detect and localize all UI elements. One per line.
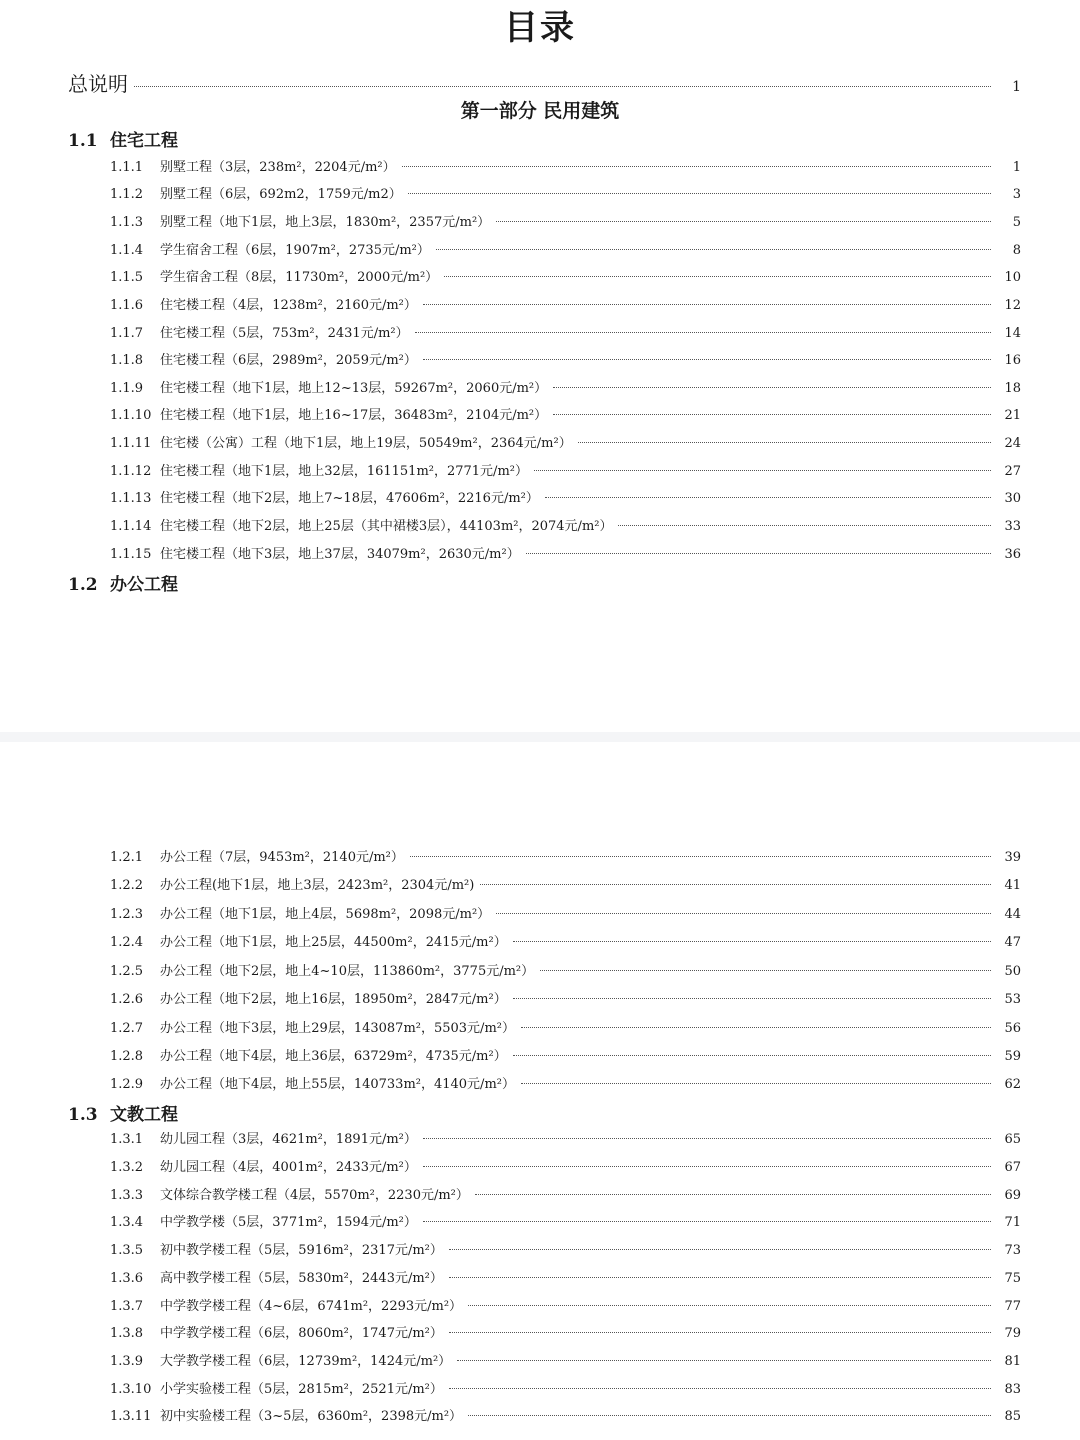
entry-title: 初中实验楼工程（3~5层，6360m²，2398元/m²） [160, 1409, 463, 1424]
entry-number: 1.2.3 [110, 907, 144, 922]
entry-title: 住宅楼工程（地下2层，地上7~18层，47606m²，2216元/m²） [160, 491, 539, 506]
entry-title: 中学教学楼（5层，3771m²，1594元/m²） [160, 1215, 417, 1230]
dot-leader [423, 1138, 991, 1139]
entry-title: 中学教学楼工程（6层，8060m²，1747元/m²） [160, 1326, 443, 1341]
dot-leader [449, 1388, 991, 1389]
dot-leader [545, 497, 991, 498]
entry-number: 1.2.6 [110, 992, 144, 1007]
entry-number: 1.2.4 [110, 935, 144, 950]
dot-leader [444, 276, 991, 277]
section-number: 1.3 [68, 1105, 98, 1125]
toc-entry[interactable] [110, 1017, 1021, 1039]
entry-number: 1.3.6 [110, 1271, 144, 1286]
entry-page: 79 [1004, 1326, 1021, 1341]
entry-page: 62 [1004, 1077, 1021, 1092]
dot-leader [449, 1249, 991, 1250]
entry-page: 44 [1004, 907, 1021, 922]
dot-leader [423, 1221, 991, 1222]
toc-page-2 [0, 742, 1080, 1440]
entry-title: 办公工程（地下1层，地上25层，44500m²，2415元/m²） [160, 935, 507, 950]
toc-entry[interactable] [110, 266, 1021, 288]
section-heading-1-3[interactable] [68, 1100, 178, 1125]
toc-entry[interactable] [110, 1073, 1021, 1095]
entry-page: 30 [1004, 491, 1021, 506]
entry-title: 小学实验楼工程（5层，2815m²，2521元/m²） [160, 1382, 443, 1397]
dot-leader [513, 998, 991, 999]
entry-page: 3 [1012, 187, 1021, 202]
dot-leader [408, 193, 991, 194]
entry-title: 高中教学楼工程（5层，5830m²，2443元/m²） [160, 1271, 443, 1286]
dot-leader [496, 221, 991, 222]
dot-leader [513, 1055, 991, 1056]
entry-number: 1.1.10 [110, 408, 152, 423]
entry-page: 16 [1004, 353, 1021, 368]
toc-entry[interactable] [110, 515, 1021, 537]
entry-number: 1.3.10 [110, 1382, 152, 1397]
dot-leader [134, 86, 991, 87]
dot-leader [468, 1415, 991, 1416]
entry-number: 1.1.15 [110, 547, 152, 562]
entry-number: 1.1.9 [110, 381, 144, 396]
toc-entry[interactable] [110, 183, 1021, 205]
entry-page: 85 [1004, 1409, 1021, 1424]
entry-page: 14 [1004, 326, 1021, 341]
entry-page: 83 [1004, 1382, 1021, 1397]
entry-page: 36 [1004, 547, 1021, 562]
toc-entry[interactable] [110, 543, 1021, 565]
toc-entry[interactable] [110, 1211, 1021, 1233]
toc-entry[interactable] [110, 1045, 1021, 1067]
toc-entry[interactable] [110, 1267, 1021, 1289]
entry-title: 学生宿舍工程（8层，11730m²，2000元/m²） [160, 270, 439, 285]
entry-title: 中学教学楼工程（4~6层，6741m²，2293元/m²） [160, 1299, 463, 1314]
entry-number: 1.3.4 [110, 1215, 144, 1230]
dot-leader [457, 1360, 991, 1361]
dot-leader [553, 387, 991, 388]
dot-leader [480, 884, 991, 885]
entry-number: 1.1.13 [110, 491, 152, 506]
section-title: 办公工程 [110, 575, 178, 595]
entry-title: 文体综合教学楼工程（4层，5570m²，2230元/m²） [160, 1188, 469, 1203]
entry-page: 27 [1004, 464, 1021, 479]
entry-title: 住宅楼工程（地下1层，地上16~17层，36483m²，2104元/m²） [160, 408, 548, 423]
section-number: 1.1 [68, 131, 98, 151]
toc-entry[interactable] [110, 156, 1021, 178]
entry-title: 住宅楼工程（地下3层，地上37层，34079m²，2630元/m²） [160, 547, 520, 562]
toc-entry[interactable] [110, 322, 1021, 344]
entry-title: 住宅楼工程（6层，2989m²，2059元/m²） [160, 353, 417, 368]
entry-title: 办公工程(地下1层，地上3层，2423m²，2304元/m²) [160, 878, 475, 893]
entry-number: 1.3.11 [110, 1409, 152, 1424]
entry-number: 1.1.14 [110, 519, 152, 534]
dot-leader [553, 414, 991, 415]
dot-leader [540, 970, 991, 971]
toc-entry[interactable] [110, 1128, 1021, 1150]
entry-title: 别墅工程（6层，692m2，1759元/m2） [160, 187, 402, 202]
entry-page: 47 [1004, 935, 1021, 950]
entry-number: 1.2.2 [110, 878, 144, 893]
entry-title: 幼儿园工程（4层，4001m²，2433元/m²） [160, 1160, 417, 1175]
page-title: 目录 [504, 8, 576, 48]
entry-title: 别墅工程（3层，238m²，2204元/m²） [160, 160, 396, 175]
dot-leader [534, 470, 991, 471]
toc-entry[interactable] [110, 211, 1021, 233]
toc-entry[interactable] [110, 1239, 1021, 1261]
toc-entry-preface[interactable] [68, 68, 1021, 94]
entry-number: 1.2.8 [110, 1049, 144, 1064]
dot-leader [402, 166, 991, 167]
dot-leader [423, 1166, 991, 1167]
page-break [0, 732, 1080, 742]
entry-page: 50 [1004, 964, 1021, 979]
entry-page: 69 [1004, 1188, 1021, 1203]
entry-title: 别墅工程（地下1层，地上3层，1830m²，2357元/m²） [160, 215, 491, 230]
entry-page: 67 [1004, 1160, 1021, 1175]
dot-leader [449, 1277, 991, 1278]
part-title: 第一部分 民用建筑 [460, 100, 620, 122]
entry-number: 1.2.7 [110, 1021, 144, 1036]
entry-title: 学生宿舍工程（6层，1907m²，2735元/m²） [160, 243, 430, 258]
entry-number: 1.1.6 [110, 298, 144, 313]
toc-page-number: 1 [1012, 79, 1021, 95]
toc-entry[interactable] [110, 931, 1021, 953]
entry-number: 1.2.5 [110, 964, 144, 979]
dot-leader [526, 553, 991, 554]
entry-page: 1 [1012, 160, 1021, 175]
toc-entry[interactable] [110, 1350, 1021, 1372]
section-title: 文教工程 [110, 1105, 178, 1125]
entry-number: 1.3.7 [110, 1299, 144, 1314]
dot-leader [618, 525, 991, 526]
dot-leader [521, 1083, 991, 1084]
entry-title: 大学教学楼工程（6层，12739m²，1424元/m²） [160, 1354, 452, 1369]
dot-leader [513, 941, 991, 942]
toc-entry[interactable] [110, 404, 1021, 426]
section-title: 住宅工程 [110, 131, 178, 151]
dot-leader [468, 1305, 991, 1306]
toc-entry[interactable] [110, 903, 1021, 925]
toc-entry[interactable] [110, 294, 1021, 316]
entry-number: 1.3.8 [110, 1326, 144, 1341]
toc-entry[interactable] [110, 1156, 1021, 1178]
entry-page: 33 [1004, 519, 1021, 534]
entry-number: 1.3.2 [110, 1160, 144, 1175]
entry-title: 住宅楼工程（4层，1238m²，2160元/m²） [160, 298, 417, 313]
entry-number: 1.1.4 [110, 243, 144, 258]
entry-number: 1.1.12 [110, 464, 152, 479]
entry-title: 办公工程（地下4层，地上55层，140733m²，4140元/m²） [160, 1077, 515, 1092]
entry-title: 住宅楼工程（地下2层，地上25层（其中裙楼3层），44103m²，2074元/m²） [160, 519, 613, 534]
entry-page: 21 [1004, 408, 1021, 423]
entry-title: 幼儿园工程（3层，4621m²，1891元/m²） [160, 1132, 417, 1147]
toc-entry[interactable] [110, 239, 1021, 261]
entry-page: 81 [1004, 1354, 1021, 1369]
dot-leader [423, 359, 991, 360]
entry-page: 53 [1004, 992, 1021, 1007]
entry-title: 初中教学楼工程（5层，5916m²，2317元/m²） [160, 1243, 443, 1258]
toc-entry[interactable] [110, 1322, 1021, 1344]
entry-number: 1.2.1 [110, 850, 144, 865]
entry-number: 1.1.2 [110, 187, 144, 202]
entry-number: 1.1.8 [110, 353, 144, 368]
toc-entry[interactable] [110, 960, 1021, 982]
entry-title: 办公工程（地下2层，地上4~10层，113860m²，3775元/m²） [160, 964, 535, 979]
entry-page: 75 [1004, 1271, 1021, 1286]
toc-entry[interactable] [110, 1378, 1021, 1400]
dot-leader [423, 304, 991, 305]
entry-number: 1.1.5 [110, 270, 144, 285]
entry-page: 10 [1004, 270, 1021, 285]
entry-page: 65 [1004, 1132, 1021, 1147]
entry-title: 办公工程（地下3层，地上29层，143087m²，5503元/m²） [160, 1021, 515, 1036]
entry-page: 5 [1012, 215, 1021, 230]
entry-page: 12 [1004, 298, 1021, 313]
dot-leader [475, 1194, 991, 1195]
entry-number: 1.1.1 [110, 160, 144, 175]
entry-number: 1.3.5 [110, 1243, 144, 1258]
entry-number: 1.1.11 [110, 436, 152, 451]
toc-entry-label: 总说明 [68, 72, 128, 96]
entry-page: 73 [1004, 1243, 1021, 1258]
section-number: 1.2 [68, 575, 98, 595]
toc-entry[interactable] [110, 1405, 1021, 1427]
entry-title: 住宅楼工程（地下1层，地上12~13层，59267m²，2060元/m²） [160, 381, 548, 396]
entry-page: 71 [1004, 1215, 1021, 1230]
entry-page: 59 [1004, 1049, 1021, 1064]
entry-page: 8 [1012, 243, 1021, 258]
entry-title: 住宅楼（公寓）工程（地下1层，地上19层，50549m²，2364元/m²） [160, 436, 572, 451]
toc-entry[interactable] [110, 874, 1021, 896]
entry-number: 1.1.7 [110, 326, 144, 341]
dot-leader [449, 1332, 991, 1333]
toc-entry[interactable] [110, 1184, 1021, 1206]
entry-title: 住宅楼工程（5层，753m²，2431元/m²） [160, 326, 409, 341]
entry-title: 办公工程（地下1层，地上4层，5698m²，2098元/m²） [160, 907, 491, 922]
entry-title: 住宅楼工程（地下1层，地上32层，161151m²，2771元/m²） [160, 464, 528, 479]
entry-page: 41 [1004, 878, 1021, 893]
section-heading-1-1[interactable] [68, 126, 178, 151]
dot-leader [496, 913, 991, 914]
dot-leader [436, 249, 991, 250]
dot-leader [521, 1027, 991, 1028]
toc-entry[interactable] [110, 1295, 1021, 1317]
entry-number: 1.1.3 [110, 215, 144, 230]
toc-entry[interactable] [110, 432, 1021, 454]
toc-entry[interactable] [110, 460, 1021, 482]
toc-entry[interactable] [110, 377, 1021, 399]
dot-leader [410, 856, 991, 857]
entry-number: 1.3.1 [110, 1132, 144, 1147]
entry-page: 24 [1004, 436, 1021, 451]
entry-title: 办公工程（地下4层，地上36层，63729m²，4735元/m²） [160, 1049, 507, 1064]
entry-page: 18 [1004, 381, 1021, 396]
entry-page: 56 [1004, 1021, 1021, 1036]
entry-page: 39 [1004, 850, 1021, 865]
toc-entry[interactable] [110, 349, 1021, 371]
entry-number: 1.2.9 [110, 1077, 144, 1092]
dot-leader [415, 332, 991, 333]
entry-page: 77 [1004, 1299, 1021, 1314]
dot-leader [578, 442, 991, 443]
toc-entry[interactable] [110, 846, 1021, 868]
toc-entry[interactable] [110, 988, 1021, 1010]
section-heading-1-2[interactable] [68, 570, 178, 595]
entry-number: 1.3.9 [110, 1354, 144, 1369]
toc-entry[interactable] [110, 487, 1021, 509]
entry-title: 办公工程（地下2层，地上16层，18950m²，2847元/m²） [160, 992, 507, 1007]
entry-number: 1.3.3 [110, 1188, 144, 1203]
entry-title: 办公工程（7层，9453m²，2140元/m²） [160, 850, 404, 865]
